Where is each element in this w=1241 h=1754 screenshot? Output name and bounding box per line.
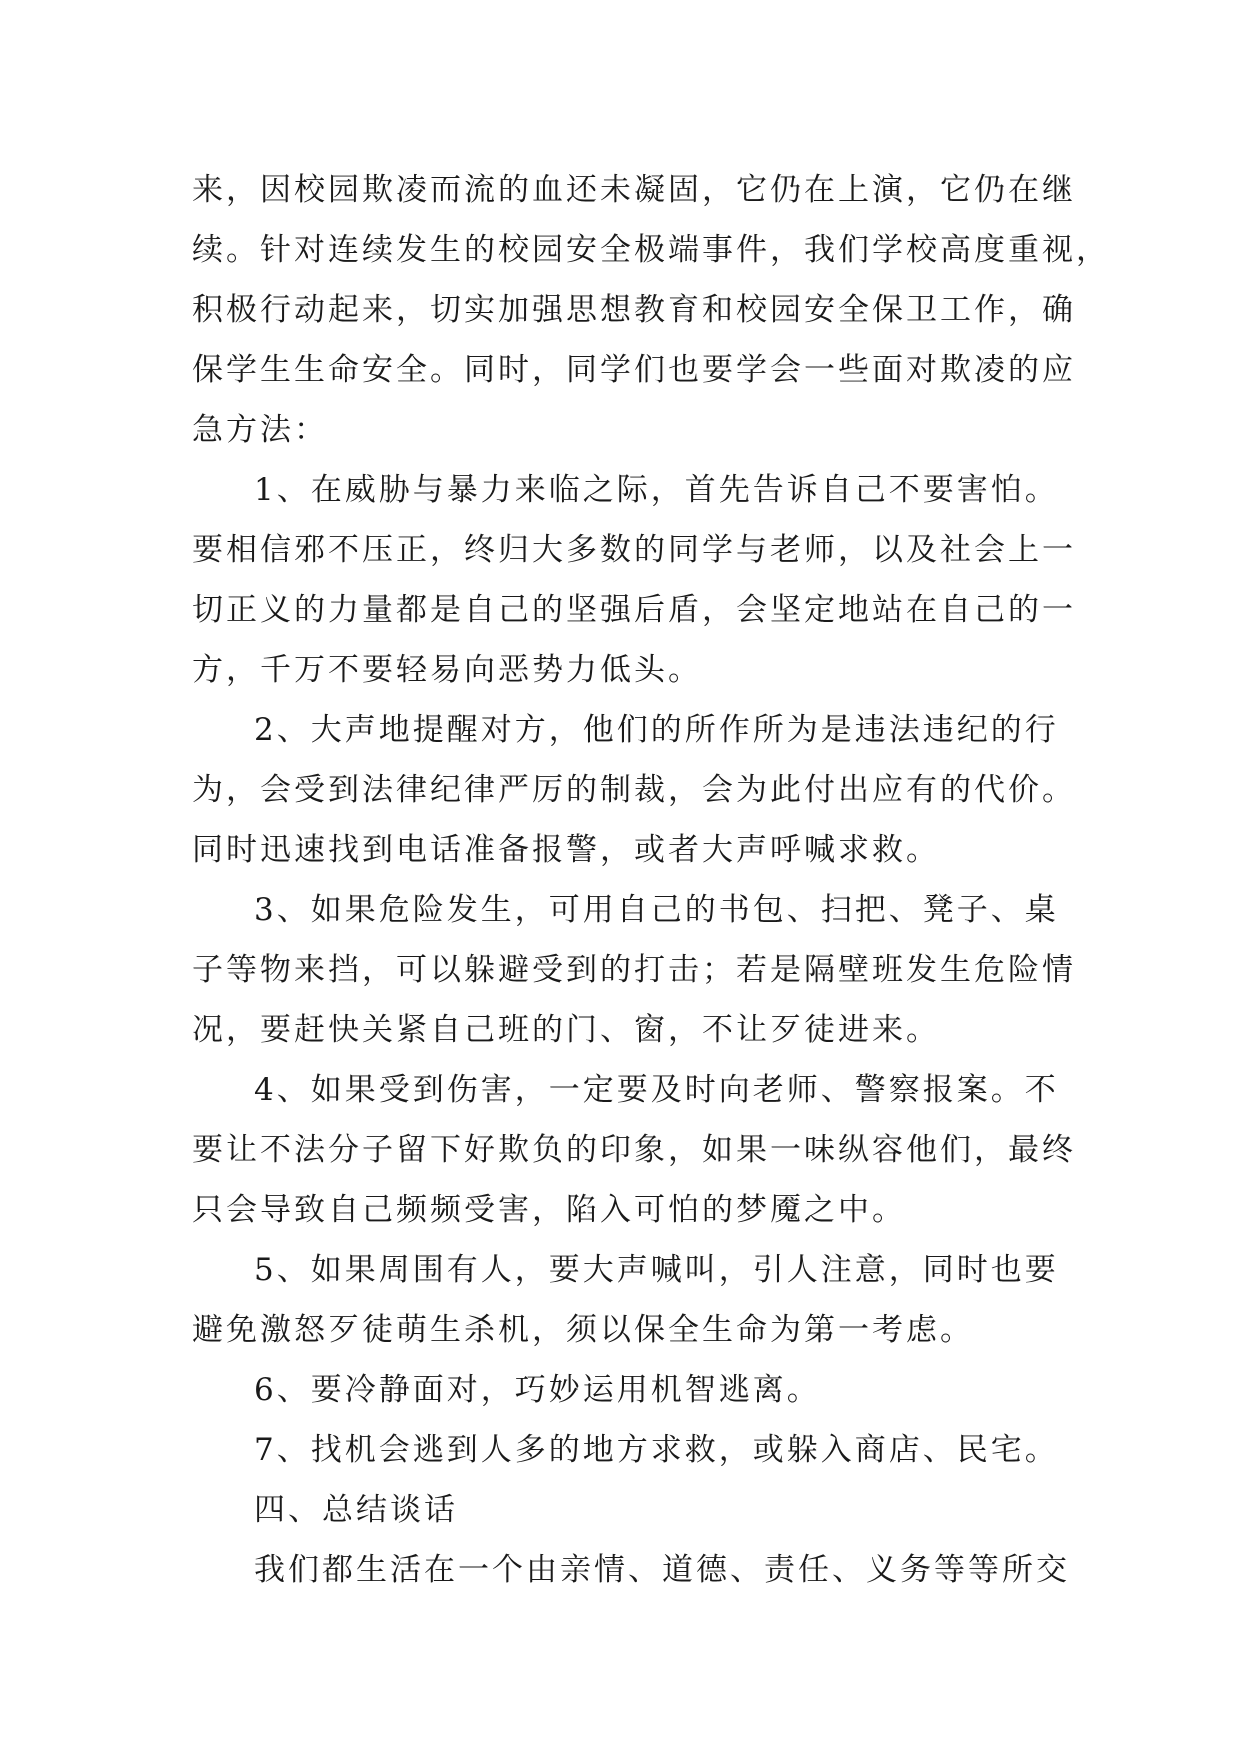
section-heading: 四、总结谈话	[254, 1492, 458, 1528]
text-line-7: 要相信邪不压正，终归大多数的同学与老师，以及社会上一	[192, 532, 1076, 568]
text-line-21: 6、要冷静面对，巧妙运用机智逃离。	[254, 1372, 821, 1408]
text-line-12: 同时迅速找到电话准备报警，或者大声呼喊求救。	[192, 832, 940, 868]
text-line-19: 5、如果周围有人，要大声喊叫，引人注意，同时也要	[254, 1252, 1059, 1288]
text-line-16: 4、如果受到伤害，一定要及时向老师、警察报案。不	[254, 1072, 1059, 1108]
text-line-20: 避免激怒歹徒萌生杀机，须以保全生命为第一考虑。	[192, 1312, 974, 1348]
document-body	[192, 160, 1110, 1600]
text-line-6: 1、在威胁与暴力来临之际，首先告诉自己不要害怕。	[254, 472, 1059, 508]
text-line-22: 7、找机会逃到人多的地方求救，或躲入商店、民宅。	[254, 1432, 1059, 1468]
text-line-18: 只会导致自己频频受害，陷入可怕的梦魇之中。	[192, 1192, 906, 1228]
text-line-4: 保学生生命安全。同时，同学们也要学会一些面对欺凌的应	[192, 352, 1076, 388]
text-line-17: 要让不法分子留下好欺负的印象，如果一味纵容他们，最终	[192, 1132, 1076, 1168]
text-line-3: 积极行动起来，切实加强思想教育和校园安全保卫工作，确	[192, 292, 1076, 328]
text-line-14: 子等物来挡，可以躲避受到的打击；若是隔壁班发生危险情	[192, 952, 1076, 988]
text-line-8: 切正义的力量都是自己的坚强后盾，会坚定地站在自己的一	[192, 592, 1076, 628]
text-line-5: 急方法：	[192, 412, 328, 448]
text-line-15: 况，要赶快关紧自己班的门、窗，不让歹徒进来。	[192, 1012, 940, 1048]
text-line-10: 2、大声地提醒对方，他们的所作所为是违法违纪的行	[254, 712, 1059, 748]
text-line-1: 来，因校园欺凌而流的血还未凝固，它仍在上演，它仍在继	[192, 172, 1076, 208]
text-line-13: 3、如果危险发生，可用自己的书包、扫把、凳子、桌	[254, 892, 1059, 928]
text-line-2: 续。针对连续发生的校园安全极端事件，我们学校高度重视，	[192, 232, 1110, 268]
text-line-9: 方，千万不要轻易向恶势力低头。	[192, 652, 702, 688]
text-line-24: 我们都生活在一个由亲情、道德、责任、义务等等所交	[254, 1552, 1070, 1588]
text-line-11: 为，会受到法律纪律严厉的制裁，会为此付出应有的代价。	[192, 772, 1076, 808]
